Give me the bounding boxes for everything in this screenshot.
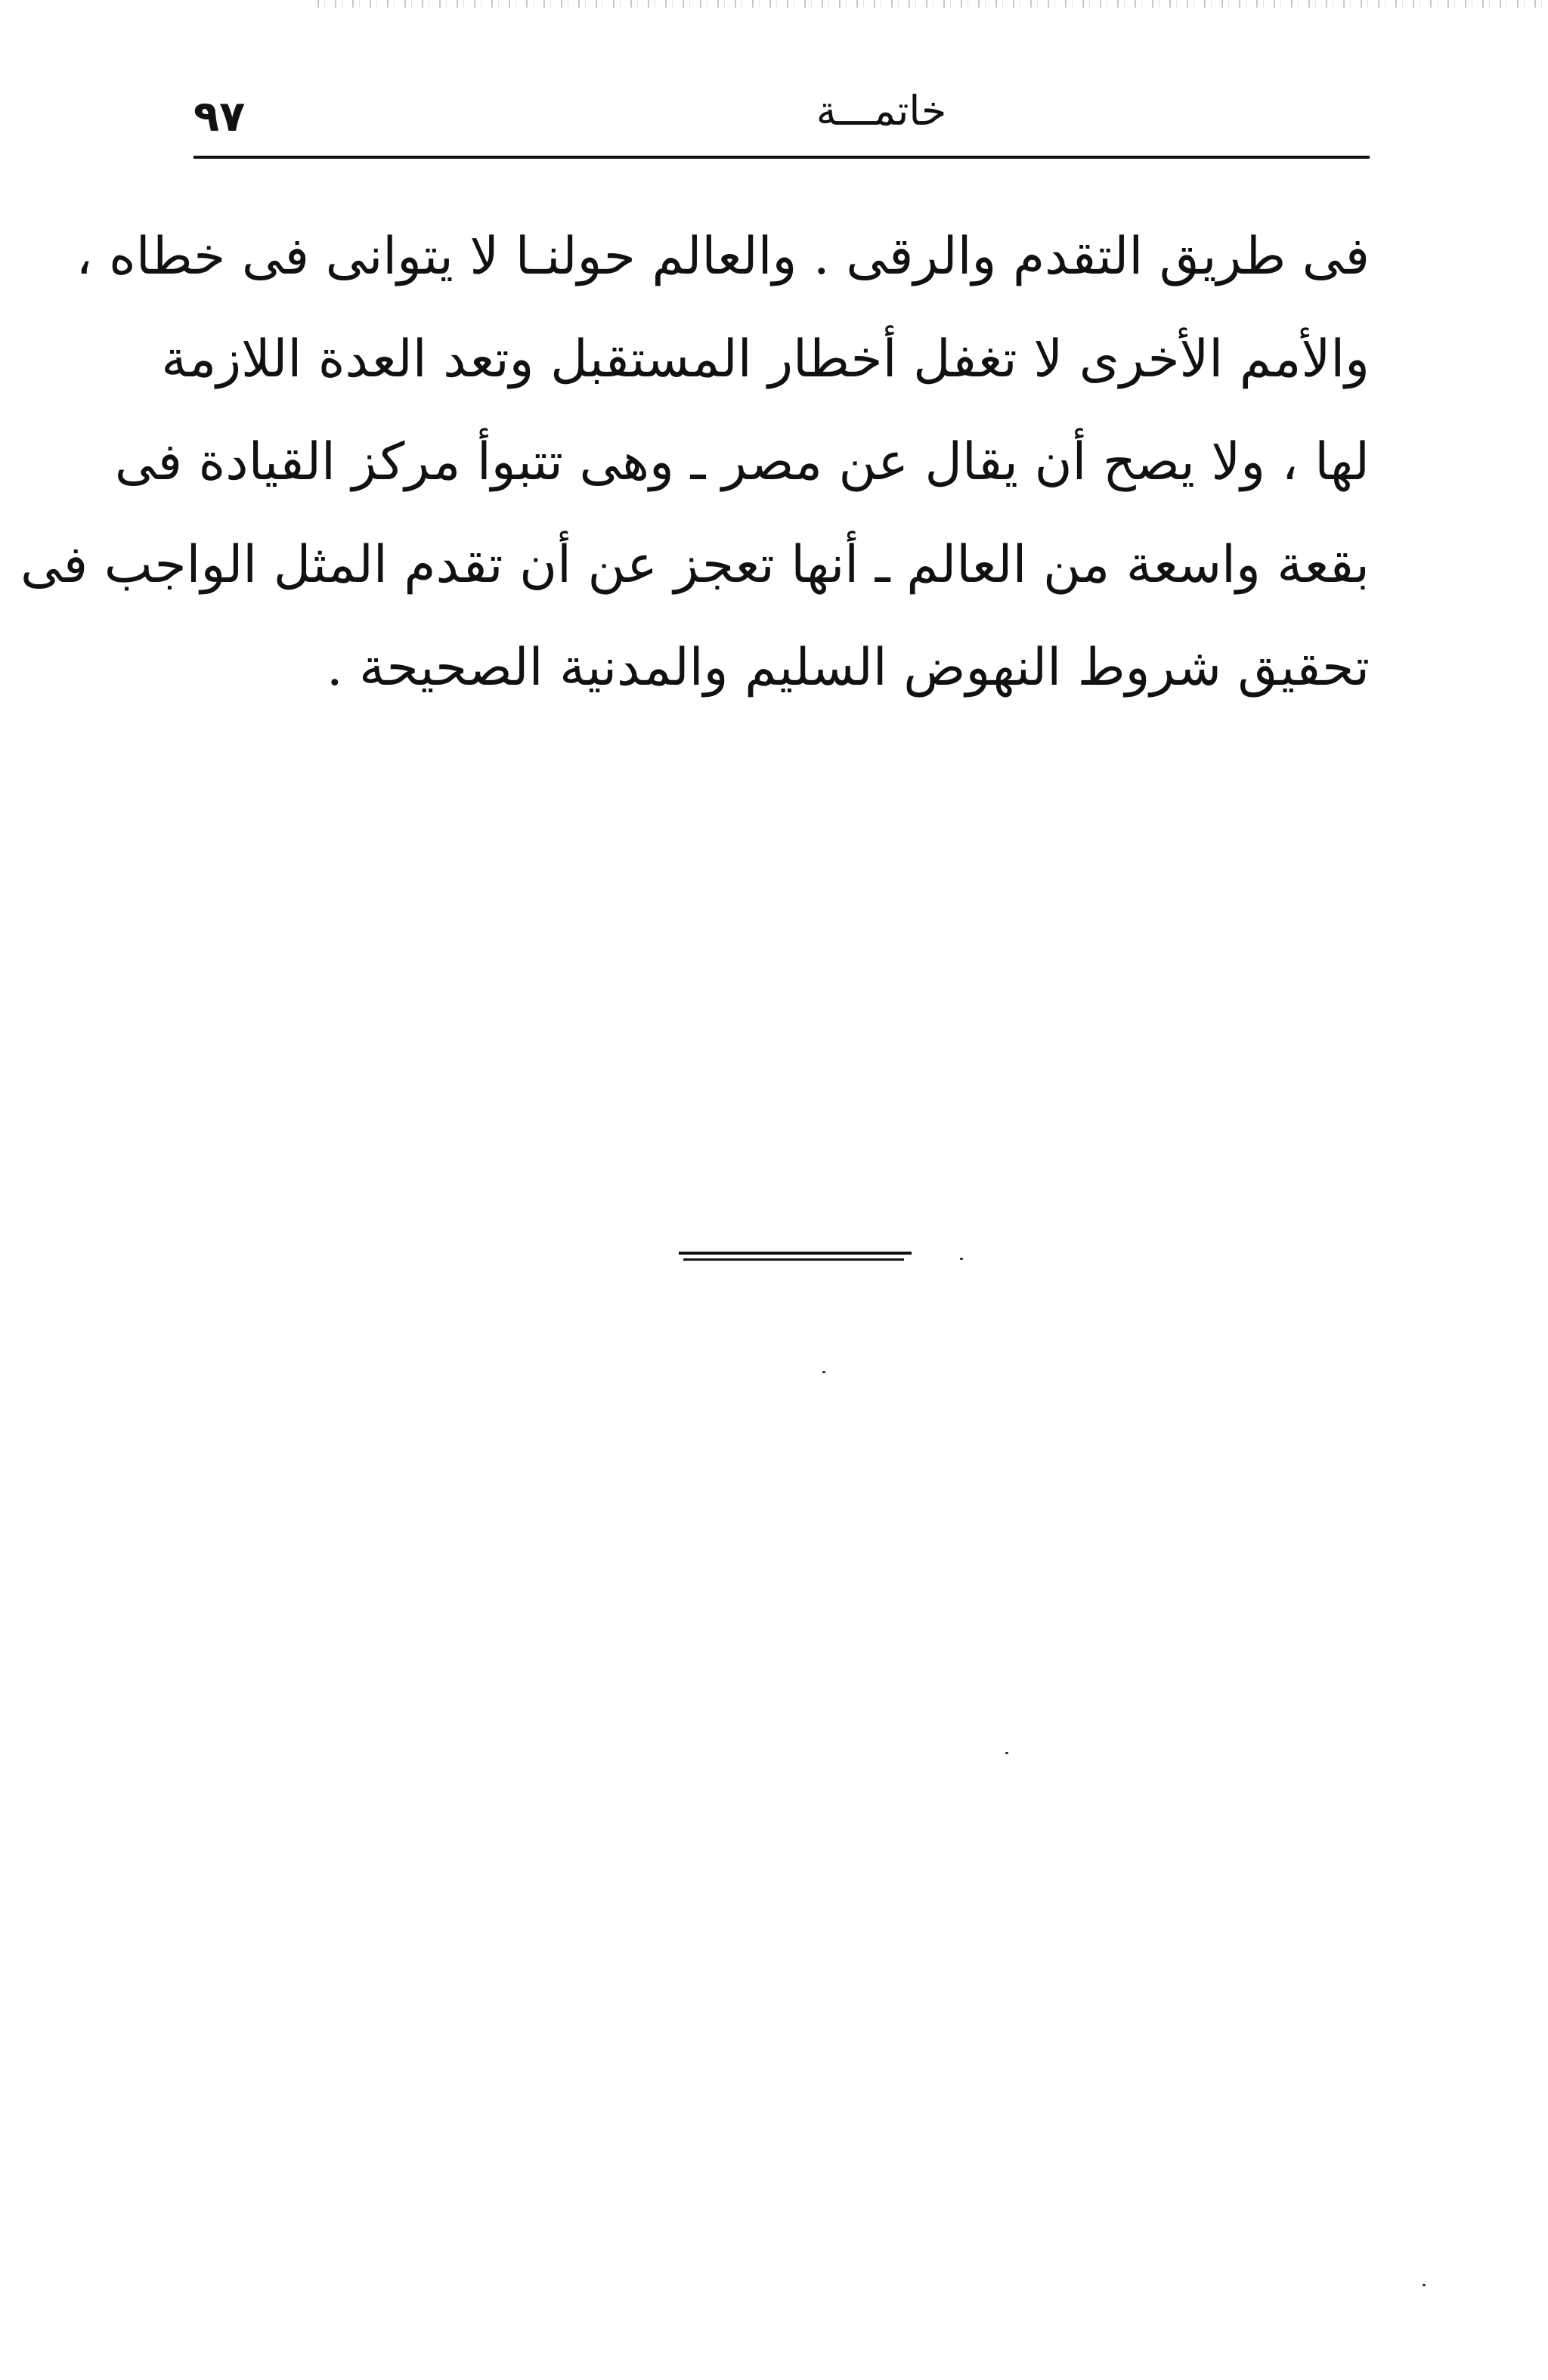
scan-speck [1005, 1752, 1008, 1754]
scan-speck [960, 1258, 963, 1260]
page-header [194, 85, 1370, 157]
body-paragraph [20, 206, 1370, 720]
scan-speck [822, 1371, 825, 1373]
text-line: فى طريق التقدم والرقى . والعالم حولنـا لا يتوانى فى خطاه ، [76, 227, 1370, 286]
text-line: والأمم الأخرى لا تغفل أخطار المستقبل وتعد العدة اللازمة [161, 330, 1370, 389]
end-rule-line [679, 1252, 912, 1255]
header-rule [194, 156, 1370, 159]
scan-edge-noise [317, 0, 1548, 8]
text-line: بقعة واسعة من العالم ـ أنها تعجز عن أن تقدم المثل الواجب فى [20, 535, 1370, 595]
text-line: تحقيق شروط النهوض السليم والمدنية الصحيحة . [326, 638, 1370, 698]
section-end-rule [679, 1252, 912, 1264]
text-line: لها ، ولا يصح أن يقال عن مصر ـ وهى تتبوأ مركز القيادة فى [114, 432, 1370, 492]
page-number: ٩٧ [194, 92, 246, 141]
running-title: خاتمـــة [816, 87, 947, 135]
scan-speck [1423, 2284, 1426, 2286]
end-rule-line [683, 1258, 904, 1261]
